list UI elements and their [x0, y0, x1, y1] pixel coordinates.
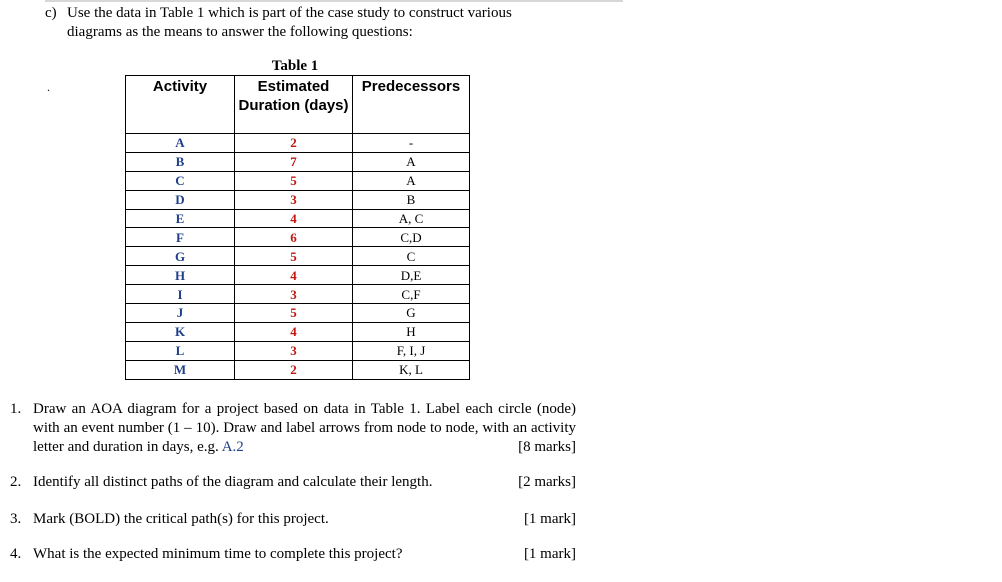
duration-cell: 4 [235, 322, 353, 341]
activity-cell: A [126, 134, 235, 153]
activity-cell: J [126, 304, 235, 323]
predecessors-cell: A, C [353, 209, 470, 228]
predecessors-cell: D,E [353, 266, 470, 285]
duration-cell: 5 [235, 304, 353, 323]
question-text: Identify all distinct paths of the diagram and calculate their length. [33, 474, 433, 490]
table-row [126, 134, 470, 153]
activity-cell: F [126, 228, 235, 247]
activity-table [125, 75, 470, 380]
activity-cell: L [126, 341, 235, 360]
activity-cell: M [126, 360, 235, 379]
header-activity: Activity [126, 76, 235, 134]
activity-cell: D [126, 190, 235, 209]
duration-cell: 2 [235, 360, 353, 379]
question-2 [10, 473, 576, 492]
question-text: Mark (BOLD) the critical path(s) for this project. [33, 511, 329, 527]
predecessors-cell: A [353, 152, 470, 171]
header-predecessors: Predecessors [353, 76, 470, 134]
question-number: 4. [10, 546, 22, 562]
activity-cell: E [126, 209, 235, 228]
question-4 [10, 545, 576, 564]
question-text: What is the expected minimum time to complete this project? [33, 546, 403, 562]
activity-cell: C [126, 171, 235, 190]
predecessors-cell: C,F [353, 285, 470, 304]
predecessors-cell: F, I, J [353, 341, 470, 360]
duration-cell: 3 [235, 341, 353, 360]
table-row [126, 228, 470, 247]
table-row [126, 266, 470, 285]
intro-line-2: diagrams as the means to answer the following questions: [67, 24, 413, 40]
activity-cell: G [126, 247, 235, 266]
question-3 [10, 510, 576, 529]
predecessors-cell: C,D [353, 228, 470, 247]
duration-cell: 2 [235, 134, 353, 153]
intro-paragraph [45, 4, 512, 42]
question-marks: [2 marks] [518, 474, 576, 490]
duration-cell: 7 [235, 152, 353, 171]
table-caption: Table 1 [271, 58, 319, 74]
bullet-dot: . [47, 80, 50, 94]
duration-cell: 3 [235, 190, 353, 209]
table-row [126, 285, 470, 304]
table-row [126, 209, 470, 228]
intro-label: c) [45, 5, 57, 21]
predecessors-cell: G [353, 304, 470, 323]
activity-cell: I [126, 285, 235, 304]
duration-cell: 5 [235, 247, 353, 266]
question-marks: [8 marks] [518, 439, 576, 455]
question-marks: [1 mark] [523, 511, 576, 527]
header-duration: Estimated Duration (days) [235, 76, 353, 134]
table-row [126, 152, 470, 171]
intro-line-1: Use the data in Table 1 which is part of the case study to construct various [67, 5, 512, 21]
duration-cell: 4 [235, 209, 353, 228]
predecessors-cell: A [353, 171, 470, 190]
question-text: Draw an AOA diagram for a project based on data in Table 1. Label each circle (node) with an event number (1 – 10). Draw and label arrows from node to node, with an activity letter and duration in days, e.g. [33, 401, 576, 455]
table-row [126, 171, 470, 190]
table-row [126, 322, 470, 341]
table-row [126, 360, 470, 379]
predecessors-cell: - [353, 134, 470, 153]
duration-cell: 3 [235, 285, 353, 304]
top-divider [45, 0, 623, 2]
predecessors-cell: K, L [353, 360, 470, 379]
table-row [126, 190, 470, 209]
predecessors-cell: C [353, 247, 470, 266]
question-1 [10, 400, 576, 457]
activity-cell: H [126, 266, 235, 285]
question-marks: [1 mark] [523, 546, 576, 562]
predecessors-cell: H [353, 322, 470, 341]
duration-cell: 4 [235, 266, 353, 285]
table-row [126, 247, 470, 266]
table-row [126, 341, 470, 360]
duration-cell: 5 [235, 171, 353, 190]
question-number: 2. [10, 474, 22, 490]
activity-cell: B [126, 152, 235, 171]
table-row [126, 304, 470, 323]
predecessors-cell: B [353, 190, 470, 209]
example-label: A.2 [221, 439, 244, 455]
question-number: 1. [10, 401, 22, 417]
activity-cell: K [126, 322, 235, 341]
duration-cell: 6 [235, 228, 353, 247]
question-number: 3. [10, 511, 22, 527]
